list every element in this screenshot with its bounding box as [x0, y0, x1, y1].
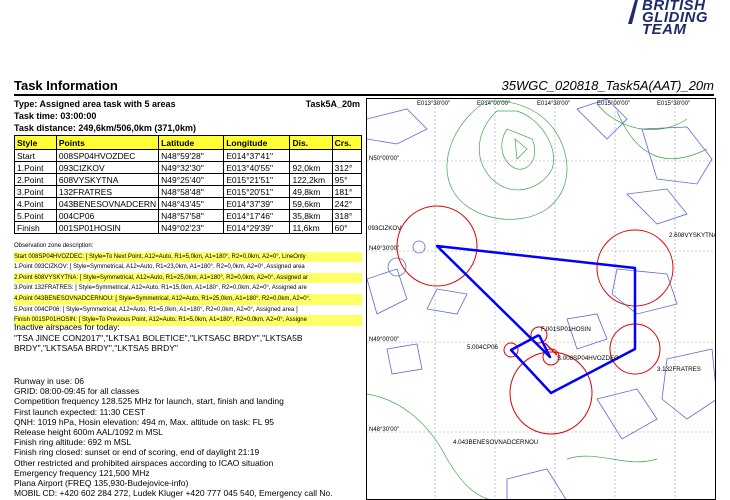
table-row — [15, 222, 362, 234]
obs-title: Observation zone description: — [14, 243, 94, 249]
table-cell: N48°57'58" — [159, 210, 224, 222]
table-cell: E013°40'55" — [224, 162, 290, 174]
lon-label: E013°30'00" — [417, 101, 451, 107]
briefing-line: Competition frequency 128.525 MHz for launch, start, finish and landing — [14, 396, 284, 407]
task-time: Task time: 03:00:00 — [14, 111, 97, 121]
table-cell: 49,8km — [290, 186, 332, 198]
logo-line-1: BRITISH — [642, 0, 706, 14]
table-cell: 11,6km — [290, 222, 332, 234]
lon-label: E015°00'00" — [597, 101, 631, 107]
table-cell: E014°17'46" — [224, 210, 290, 222]
task-map-canvas — [367, 99, 716, 500]
table-cell: 093CIZKOV — [56, 162, 158, 174]
table-header-row — [15, 136, 362, 150]
tp-label: F.001SP01HOSIN — [541, 326, 591, 333]
observation-zone-description — [14, 241, 362, 326]
briefing-line: Finish ring altitude: 692 m MSL — [14, 437, 132, 448]
table-cell: N48°43'45" — [159, 198, 224, 210]
briefing-line: Finish ring closed: sunset or end of scoring, end of daylight 21:19 — [14, 447, 260, 458]
table-cell: N49°32'30" — [159, 162, 224, 174]
inactive-list-line: "TSA JINCE CON2017","LKTSA1 BOLETICE","LKTSA5C BRDY","LKTSA5B — [14, 332, 303, 343]
table-cell: N48°58'48" — [159, 186, 224, 198]
table-row — [15, 174, 362, 186]
british-gliding-team-logo — [628, 0, 728, 38]
briefing-line: Runway in use: 06 — [14, 376, 84, 386]
obs-line: Finish 001SP01HOSIN: [ Style=To Previous Point, A12=Auto, R1=5,0km, A1=180°, R2=0,0km, A2=0°, Assigne — [14, 315, 362, 326]
logo-text — [642, 0, 708, 36]
table-cell: 001SP01HOSIN — [56, 222, 158, 234]
table-cell: N49°25'40" — [159, 174, 224, 186]
task-id: Task5A_20m — [305, 99, 360, 109]
lon-label: E014°00'00" — [477, 101, 511, 107]
logo-mark-icon — [628, 0, 638, 24]
table-cell: 004CP06 — [56, 210, 158, 222]
table-cell: E014°37'41" — [224, 150, 290, 162]
table-cell: 3.Point — [15, 186, 57, 198]
task-distance: Task distance: 249,6km/506,0km (371,0km) — [14, 123, 196, 133]
col-header: Crs. — [332, 136, 361, 150]
briefing-line: Release height 600m AAL/1092 m MSL — [14, 427, 163, 438]
col-header: Longitude — [224, 136, 290, 150]
lat-label: N48°30'00" — [369, 427, 400, 433]
table-cell: E014°37'39" — [224, 198, 290, 210]
table-cell: 242° — [332, 198, 361, 210]
task-course-line — [437, 246, 635, 393]
table-cell: 318° — [332, 210, 361, 222]
table-cell: 008SP04HVOZDEC — [56, 150, 158, 162]
obs-line: 1.Point 093CIZKOV: [ Style=Symmetrical, A12=Auto, R1=23,0km, A1=180°, R2=0,0km, A2=0°, Assigned area — [14, 264, 305, 271]
table-cell: Finish — [15, 222, 57, 234]
lon-label: E014°30'00" — [537, 101, 571, 107]
briefing-notes — [14, 376, 362, 498]
col-header: Style — [15, 136, 57, 150]
table-cell: 4.Point — [15, 198, 57, 210]
table-cell — [332, 150, 361, 162]
briefing-line: GRID: 08:00-09:45 for all classes — [14, 386, 140, 397]
table-cell: 95° — [332, 174, 361, 186]
table-row — [15, 150, 362, 162]
lat-label: N50°00'00" — [369, 156, 400, 162]
obs-line: 2.Point 608VYSKYTNA: [ Style=Symmetrical, A12=Auto, R1=25,0km, A1=180°, R2=0,0km, A2=0°, Assigned ar — [14, 273, 362, 284]
table-row — [15, 186, 362, 198]
lon-label: E015°30'00" — [657, 101, 691, 107]
header-divider — [14, 94, 714, 96]
col-header: Latitude — [159, 136, 224, 150]
col-header: Dis. — [290, 136, 332, 150]
inactive-list-line: BRDY","LKTSA5A BRDY","LKTSA5 BRDY" — [14, 343, 178, 353]
table-cell: 92,0km — [290, 162, 332, 174]
tp-label: 3.132FRATRES — [657, 366, 701, 373]
lat-label: N49°30'00" — [369, 246, 400, 252]
briefing-line: MOBIL CD: +420 602 284 272, Ludek Kluger +420 777 045 540, Emergency call No. — [14, 488, 333, 499]
task-map — [366, 98, 716, 500]
tp-label: 2.608VYSKYTNA — [669, 232, 717, 239]
table-cell — [290, 150, 332, 162]
briefing-line: Plana Airport (FREQ 135,930-Budejovice-info) — [14, 478, 189, 489]
tp-label: 4.043BENESOVNADCERNOU — [453, 439, 539, 446]
obs-line: 5.Point 004CP06: [ Style=Symmetrical, A12=Auto, R1=5,0km, A1=180°, R2=0,0km, A2=0°, Assigned area ] — [14, 306, 298, 313]
table-cell: 043BENESOVNADCERN — [56, 198, 158, 210]
inactive-airspaces — [14, 322, 362, 354]
table-cell: 59,6km — [290, 198, 332, 210]
airspace-outlines — [367, 99, 716, 500]
tp-label: S.008SP04HVOZDEC — [557, 355, 619, 362]
table-cell: N48°59'28" — [159, 150, 224, 162]
table-cell: 5.Point — [15, 210, 57, 222]
page-title: Task Information — [14, 78, 118, 93]
table-cell: E015°20'51" — [224, 186, 290, 198]
turnpoint-table — [14, 135, 362, 234]
obs-line: 4.Point 043BENESOVNADCERNOU: [ Style=Symmetrical, A12=Auto, R1=25,0km, A1=180°, R2=0,0km, A2=0°, — [14, 294, 362, 305]
lat-label: N49°00'00" — [369, 337, 400, 343]
briefing-line: Other restricted and prohibited airspaces according to ICAO situation — [14, 457, 274, 468]
table-cell: 312° — [332, 162, 361, 174]
task-file-name: 35WGC_020818_Task5A(AAT)_20m — [501, 78, 714, 93]
table-cell: 1.Point — [15, 162, 57, 174]
table-cell: E014°29'39" — [224, 222, 290, 234]
table-cell: E015°21'51" — [224, 174, 290, 186]
table-cell: 122,2km — [290, 174, 332, 186]
table-cell: N49°02'23" — [159, 222, 224, 234]
table-row — [15, 198, 362, 210]
obs-line: Start 008SP04HVOZDEC: [ Style=To Next Point, A12=Auto, R1=5,0km, A1=180°, R2=0,0km, A2=0°, LineOnly — [14, 252, 362, 263]
table-cell: 181° — [332, 186, 361, 198]
table-cell: 2.Point — [15, 174, 57, 186]
table-row — [15, 162, 362, 174]
briefing-line: Emergency frequency 121,500 MHz — [14, 467, 150, 478]
grid-lines — [367, 99, 716, 500]
table-cell: 60° — [332, 222, 361, 234]
briefing-line: First launch expected: 11:30 CEST — [14, 406, 146, 417]
table-cell: Start — [15, 150, 57, 162]
inactive-title: Inactive airspaces for today: — [14, 322, 120, 332]
tp-label: 093CIZKOV — [368, 225, 402, 232]
logo-line-2: GLIDING — [642, 9, 708, 26]
table-cell: 608VYSKYTNA — [56, 174, 158, 186]
task-summary — [14, 98, 362, 134]
task-type: Type: Assigned area task with 5 areas — [14, 99, 176, 109]
table-cell: 132FRATRES — [56, 186, 158, 198]
tp-label: 5.004CP06 — [467, 344, 498, 351]
briefing-line: QNH: 1019 hPa, Hosin elevation: 494 m, Max. altitude on task: FL 95 — [14, 416, 275, 427]
col-header: Points — [56, 136, 158, 150]
table-row — [15, 210, 362, 222]
obs-line: 3.Point 132FRATRES: [ Style=Symmetrical, A12=Auto, R1=15,0km, A1=180°, R2=0,0km, A2=0°, Assigned are — [14, 285, 307, 292]
logo-line-3: TEAM — [642, 21, 687, 38]
observation-zones — [397, 206, 673, 434]
table-cell: 35,8km — [290, 210, 332, 222]
